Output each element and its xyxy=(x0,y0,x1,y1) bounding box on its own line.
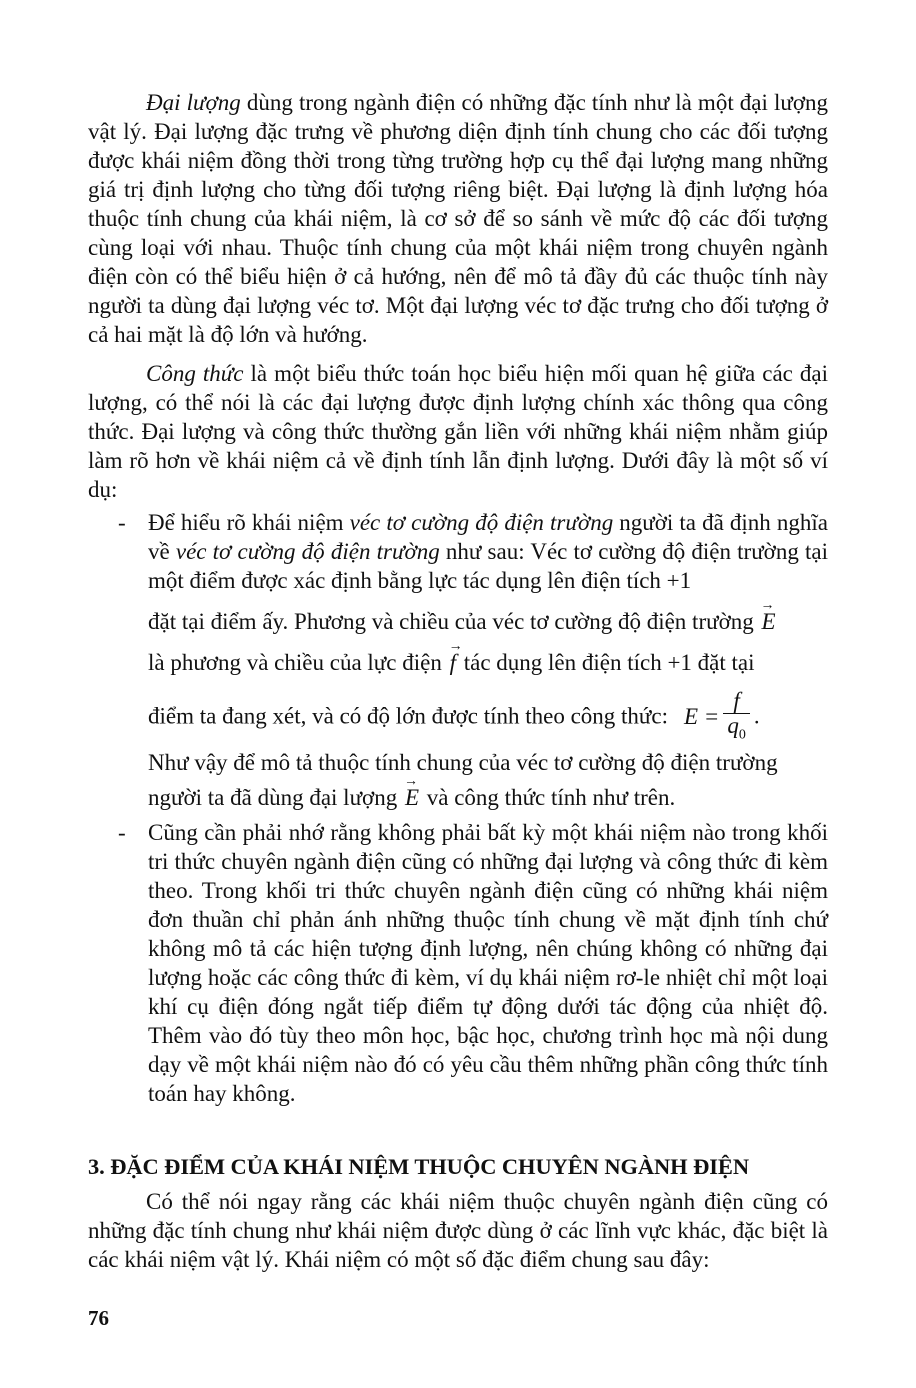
denominator-symbol: q xyxy=(727,713,739,738)
bullet-dash: - xyxy=(118,510,126,535)
paragraph-formula xyxy=(88,359,828,504)
term-formula: Công thức xyxy=(146,361,244,386)
paragraph-text: dùng trong ngành điện có những đặc tính như là một đại lượng vật lý. Đại lượng đặc trưng về phương diện định tính chung cho các đối tượng được khái niệm đồng thời trong từng trường hợp cụ thể đại lượng mang những giá trị định lượng cho từng đối tượng riêng biệt. Đại lượng là định lượng hóa thuộc tính chung của khái niệm, là cơ sở để so sánh về mức độ các đối tượng cùng loại với nhau. Thuộc tính chung của một khái niệm trong chuyên ngành điện còn có thể biểu hiện ở cả hướng, nên để mô tả đầy đủ các thuộc tính này người ta dùng đại lượng véc tơ. Một đại lượng véc tơ đặc trưng cho đối tượng ở cả hai mặt là độ lớn và hướng. xyxy=(88,90,828,347)
paragraph-quantity xyxy=(88,88,828,349)
fraction-denominator xyxy=(723,714,750,748)
formula-lhs: E = xyxy=(684,703,720,729)
paragraph-text: là một biểu thức toán học biểu hiện mối quan hệ giữa các đại lượng, có thể nói là các đại lượng được định lượng chính xác thông qua công thức. Đại lượng và công thức thường gắn liền với những khái niệm nhằm giúp làm rõ hơn về khái niệm cả về định tính lẫn định lượng. Dưới đây là một số ví dụ: xyxy=(88,361,828,502)
denominator-subscript: 0 xyxy=(738,727,746,743)
list-text: đặt tại điểm ấy. Phương và chiều của véc tơ cường độ điện trường xyxy=(148,609,754,634)
bullet-dash: - xyxy=(118,819,126,845)
list-text: người ta đã dùng đại lượng xyxy=(148,784,398,810)
list-text: tác dụng lên điện tích +1 đặt tại xyxy=(463,650,755,675)
page-content xyxy=(88,88,828,1274)
page-number: 76 xyxy=(88,1306,109,1330)
italic-term: véc tơ cường độ điện trường xyxy=(175,539,440,564)
term-quantity: Đại lượng xyxy=(146,90,241,115)
vector-e-symbol-2: → E xyxy=(403,783,421,812)
list-text: Để hiểu rõ khái niệm xyxy=(148,510,350,535)
vector-e-symbol: → E xyxy=(759,607,777,636)
list-text: Như vậy để mô tả thuộc tính chung của véc tơ cường độ điện trường xyxy=(148,749,778,775)
formula-e xyxy=(684,688,754,743)
line-with-vector-e-2 xyxy=(148,783,828,812)
fraction-numerator: f xyxy=(723,689,750,714)
list-text: như sau: Véc tơ cường độ điện trường tại một điểm được xác định bằng lực tác dụng lên điện tích +1 xyxy=(148,539,829,593)
line-with-formula xyxy=(148,689,828,748)
list-text: Cũng cần phải nhớ rằng không phải bất kỳ một khái niệm nào trong khối tri thức chuyên ngành điện cũng có những đại lượng và công thức đi kèm theo. Trong khối tri thức chuyên ngành điện cũng có những khái niệm đơn thuần chỉ phản ánh những thuộc tính chung về mặt định tính chứ không mô tả các hiện tượng định lượng, nên chúng không có những đại lượng hoặc các công thức đi kèm, ví dụ khái niệm rơ-le nhiệt chỉ một loại khí cụ điện đóng ngắt tiếp điểm tự động dưới tác động của nhiệt độ. Thêm vào đó tùy theo môn học, bậc học, chương trình học mà nội dung dạy về một khái niệm nào đó có yêu cầu thêm những phần công thức tính toán hay không. xyxy=(148,819,828,1106)
list-text: và công thức tính như trên. xyxy=(426,784,676,810)
list-text: điểm ta đang xét, và có độ lớn được tính theo công thức: xyxy=(148,703,668,729)
formula-fraction xyxy=(723,689,750,748)
vector-f-symbol: → f xyxy=(448,648,458,677)
paragraph-section-intro: Có thể nói ngay rằng các khái niệm thuộc chuyên ngành điện cũng có những đặc tính chung như khái niệm được dùng ở các lĩnh vực khác, đặc biệt là các khái niệm vật lý. Khái niệm có một số đặc điểm chung sau đây: xyxy=(88,1188,828,1272)
formula-period: . xyxy=(753,703,760,729)
line-summary xyxy=(148,748,828,777)
example-list xyxy=(88,508,828,1108)
italic-term: véc tơ cường độ điện trường xyxy=(349,510,614,535)
line-with-vector-f xyxy=(148,648,828,677)
list-item-electric-field xyxy=(88,508,828,812)
section-heading: 3. ĐẶC ĐIỂM CỦA KHÁI NIỆM THUỘC CHUYÊN NGÀNH ĐIỆN xyxy=(88,1153,749,1179)
line-with-vector-e xyxy=(148,607,828,636)
list-text: là phương và chiều của lực điện xyxy=(148,650,442,675)
list-item-no-formula xyxy=(88,818,828,1108)
list-text: người ta đã định nghĩa về xyxy=(148,510,828,564)
